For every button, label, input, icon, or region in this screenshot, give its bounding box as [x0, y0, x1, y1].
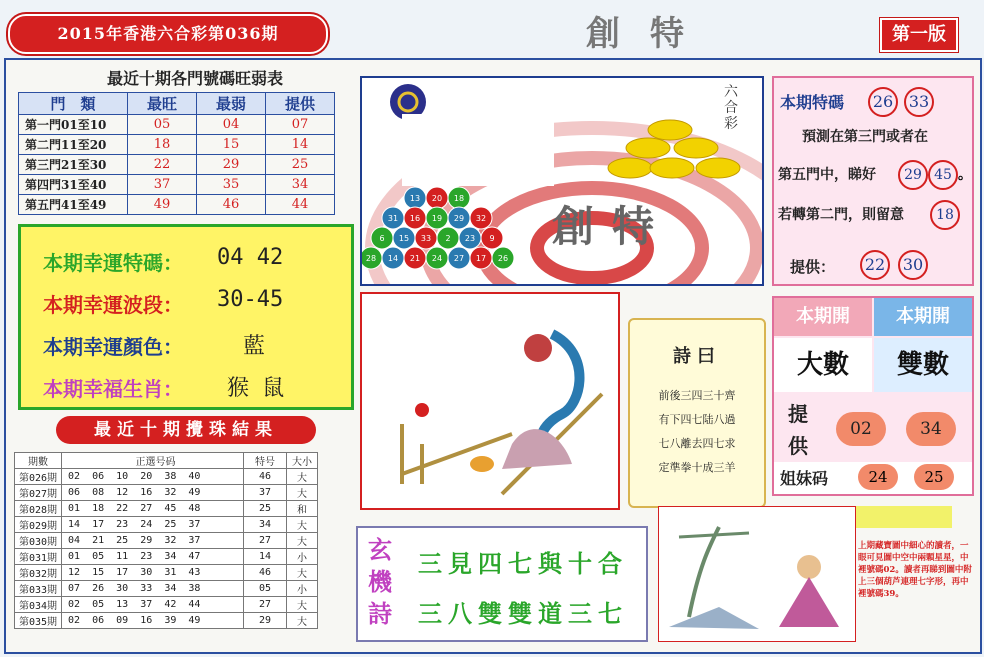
lottery-ball-number: 6	[379, 234, 385, 243]
lottery-ball-number: 23	[464, 234, 476, 243]
results-header: 特号	[244, 453, 287, 469]
lucky-band-label: 本期幸運波段：	[43, 293, 183, 317]
offer-value: 07	[266, 115, 335, 135]
lottery-ball-number: 13	[409, 194, 421, 203]
stats-row	[19, 135, 335, 155]
lottery-ball-number: 27	[453, 254, 465, 263]
treasure-illustration	[658, 506, 856, 642]
rooster-dragon-illustration	[360, 292, 620, 510]
lottery-ball-number: 21	[409, 254, 421, 263]
results-header: 大小	[287, 453, 318, 469]
results-row: 第026期 02 06 10 20 38 40 46 大	[15, 469, 318, 485]
min-value: 04	[197, 115, 266, 135]
big-header: 本期開	[774, 298, 872, 336]
results-row: 第034期 02 05 13 37 42 44 27 大	[15, 597, 318, 613]
lottery-ball-number: 14	[387, 254, 399, 263]
poem-scroll	[628, 318, 766, 508]
bs-offer-number: 02	[836, 412, 886, 446]
offer-value: 14	[266, 135, 335, 155]
min-value: 29	[197, 155, 266, 175]
lottery-ball-number: 9	[489, 234, 495, 243]
edition-badge: 第一版	[880, 18, 958, 52]
group-label: 第三門21至30	[19, 155, 128, 175]
sister-number: 25	[914, 464, 954, 490]
max-value: 22	[128, 155, 197, 175]
results-title: 最近十期攪珠結果	[94, 420, 278, 440]
riddle-poem-box	[356, 526, 648, 642]
results-title-banner	[56, 416, 316, 444]
poem-line: 有下四七陆八過	[658, 413, 736, 426]
results-row: 第035期 02 06 09 16 39 49 29 大	[15, 613, 318, 629]
riddle-line2: 三八雙雙道三七	[418, 599, 628, 628]
lucky-band-value: 30-45	[217, 287, 284, 312]
max-value: 37	[128, 175, 197, 195]
lucky-color-value: 藍	[243, 334, 266, 359]
bs-offer-number: 34	[906, 412, 956, 446]
special-line3: 若轉第二門，則留意	[778, 207, 904, 223]
results-row: 第033期 07 26 30 33 34 38 05 小	[15, 581, 318, 597]
lucky-zodiac-label: 本期幸福生肖：	[43, 377, 183, 401]
special-prediction-box	[772, 76, 974, 286]
min-value: 35	[197, 175, 266, 195]
special-number: 22	[860, 250, 890, 280]
big-value: 大數	[774, 338, 872, 392]
lottery-ball-number: 16	[409, 214, 421, 223]
note-text: 上期藏寶圖中細心的讀者，一眼可見圖中空中兩顆星星，中裡號碼02。讀者再睇到圖中附上三個葫芦連理七字形，再中裡號碼39。	[858, 541, 972, 599]
special-number: 30	[898, 250, 928, 280]
max-value: 49	[128, 195, 197, 215]
period-banner	[8, 14, 328, 54]
lottery-ball-number: 18	[453, 194, 465, 203]
group-label: 第五門41至49	[19, 195, 128, 215]
stats-header: 門 類	[19, 93, 128, 115]
lottery-ball-number: 20	[431, 194, 443, 203]
poster-image	[360, 76, 764, 286]
poem-lines	[630, 384, 764, 480]
stats-header: 提供	[266, 93, 335, 115]
special-number: 45	[928, 160, 958, 190]
special-period: 。	[958, 167, 972, 183]
blank-patch	[402, 114, 554, 186]
lottery-ball-number: 26	[497, 254, 509, 263]
lottery-ball-number: 28	[365, 254, 377, 263]
group-label: 第一門01至10	[19, 115, 128, 135]
riddle-line1: 三見四七與十合	[418, 549, 628, 578]
special-number: 26	[868, 87, 898, 117]
results-row: 第031期 01 05 11 23 34 47 14 小	[15, 549, 318, 565]
dragon-icon	[362, 294, 618, 508]
special-number: 33	[904, 87, 934, 117]
even-value: 雙數	[874, 338, 972, 392]
stats-header: 最弱	[197, 93, 266, 115]
offer-value: 34	[266, 175, 335, 195]
sister-number: 24	[858, 464, 898, 490]
lottery-ball-number: 2	[445, 234, 451, 243]
lottery-ball-number: 29	[453, 214, 465, 223]
note-panel	[856, 506, 976, 640]
note-swatch	[856, 506, 952, 528]
lottery-ball-number: 19	[431, 214, 443, 223]
period-text: 2015年香港六合彩第036期	[57, 24, 279, 43]
special-line2: 第五門中，睇好	[778, 167, 876, 183]
stats-table	[18, 92, 335, 215]
page-title: 創特	[586, 14, 714, 54]
lucky-box	[18, 224, 354, 410]
lottery-ball-number: 17	[475, 254, 487, 263]
results-header: 期數	[15, 453, 62, 469]
poem-line: 七八離去四七求	[658, 437, 736, 450]
special-offer-label: 提供：	[790, 258, 836, 276]
offer-value: 44	[266, 195, 335, 215]
stats-row	[19, 115, 335, 135]
lottery-ball-number: 32	[475, 214, 487, 223]
special-number: 29	[898, 160, 928, 190]
poster-title: 創特	[552, 202, 673, 251]
offer-value: 25	[266, 155, 335, 175]
stats-row	[19, 155, 335, 175]
stats-row	[19, 195, 335, 215]
max-value: 18	[128, 135, 197, 155]
special-number: 18	[930, 200, 960, 230]
lucky-special-label: 本期幸運特碼：	[43, 251, 183, 275]
lucky-color-label: 本期幸運顏色：	[43, 335, 183, 359]
poem-title: 詩曰	[673, 346, 721, 367]
special-line1: 預測在第三門或者在	[802, 129, 928, 145]
max-value: 05	[128, 115, 197, 135]
big-even-box	[772, 296, 974, 496]
lucky-zodiac-value: 猴 鼠	[227, 376, 285, 401]
figure-icon	[659, 507, 855, 641]
results-row: 第030期 04 21 25 29 32 37 27 大	[15, 533, 318, 549]
group-label: 第二門11至20	[19, 135, 128, 155]
special-label: 本期特碼	[780, 93, 845, 112]
even-header: 本期開	[874, 298, 972, 336]
min-value: 46	[197, 195, 266, 215]
results-row: 第029期 14 17 23 24 25 37 34 大	[15, 517, 318, 533]
stats-row	[19, 175, 335, 195]
results-header: 正選号码	[62, 453, 244, 469]
poem-line: 前後三四三十齊	[658, 389, 736, 402]
stats-title: 最近十期各門號碼旺弱表	[106, 69, 283, 88]
bs-offer-label: 提供	[788, 402, 808, 458]
results-row: 第032期 12 15 17 30 31 43 46 大	[15, 565, 318, 581]
stats-header: 最旺	[128, 93, 197, 115]
lottery-ball-number: 33	[420, 234, 432, 243]
riddle-label: 玄機詩	[368, 535, 392, 628]
sister-label: 姐妹码	[780, 469, 829, 488]
min-value: 15	[197, 135, 266, 155]
poster-brand: 六合彩	[724, 84, 738, 132]
lottery-ball-number: 15	[398, 234, 410, 243]
group-label: 第四門31至40	[19, 175, 128, 195]
lucky-special-value: 04 42	[217, 245, 284, 270]
results-row: 第028期 01 18 22 27 45 48 25 和	[15, 501, 318, 517]
results-table	[14, 452, 318, 629]
lottery-ball-number: 31	[387, 214, 399, 223]
poem-line: 定準拳十成三羊	[658, 461, 736, 474]
lottery-ball-number: 24	[431, 254, 443, 263]
results-row: 第027期 06 08 12 16 32 49 37 大	[15, 485, 318, 501]
